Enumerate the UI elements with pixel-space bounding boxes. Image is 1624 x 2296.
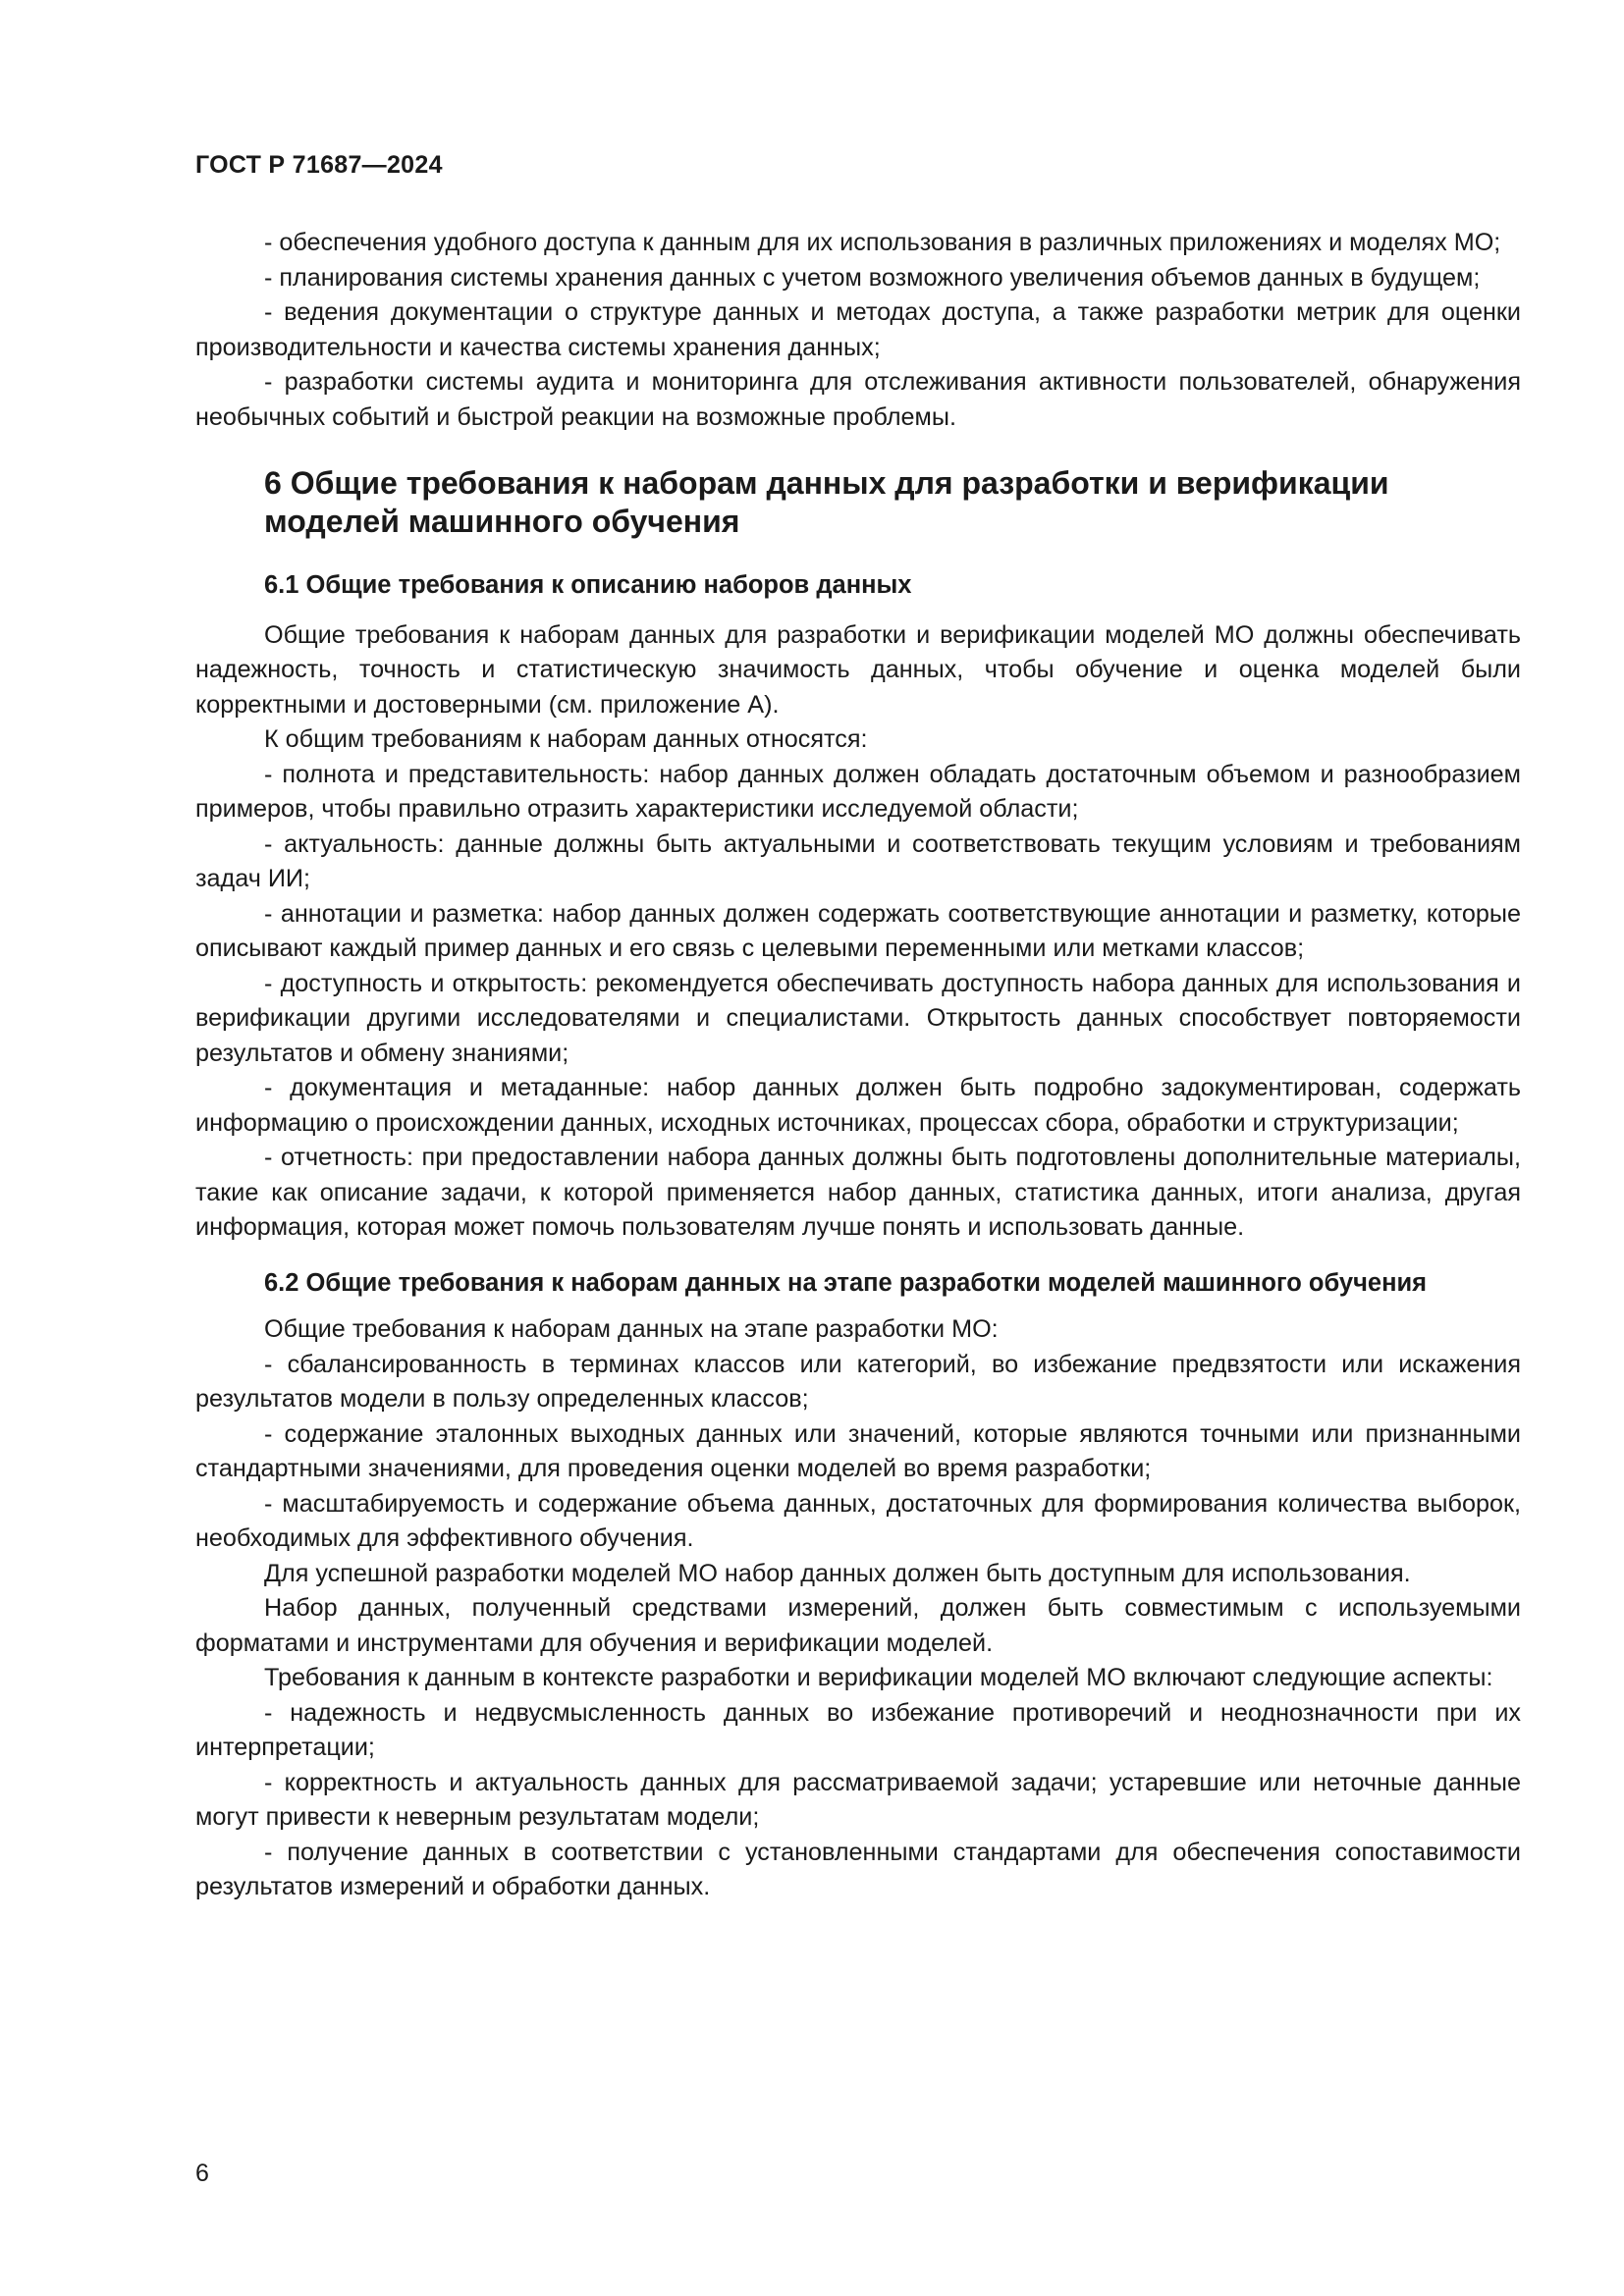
list-item: - получение данных в соответствии с установленными стандартами для обеспечения сопоставимости результатов измерений и обработки данных.: [195, 1838, 1521, 1900]
list-item: - корректность и актуальность данных для рассматриваемой задачи; устаревшие или неточные данные могут привести к неверным результатам модели;: [195, 1768, 1521, 1831]
document-body: [195, 226, 1521, 1905]
list-item: - планирования системы хранения данных с учетом возможного увеличения объемов данных в будущем;: [264, 263, 1481, 292]
list-item: - аннотации и разметка: набор данных должен содержать соответствующие аннотации и разметку, которые описывают каждый пример данных и его связь с целевыми переменными или метками классов;: [195, 899, 1521, 962]
list-item: - отчетность: при предоставлении набора данных должны быть подготовлены дополнительные материалы, такие как описание задачи, к которой применяется набор данных, статистика данных, итоги анализа, другая информация, которая может помочь пользователям лучше понять и использовать данные.: [195, 1144, 1521, 1241]
list-item: - доступность и открытость: рекомендуется обеспечивать доступность набора данных для использования и верификации другими исследователями и специалистами. Открытость данных способствует повторяемости результатов и обмену знаниями;: [195, 969, 1521, 1067]
section-6-2-heading: 6.2 Общие требования к наборам данных на этапе разработки моделей машинного обучения: [264, 1268, 1428, 1297]
paragraph: Общие требования к наборам данных на этапе разработки МО:: [264, 1315, 999, 1343]
paragraph: К общим требованиям к наборам данных относятся:: [264, 725, 868, 753]
list-item: - обеспечения удобного доступа к данным для их использования в различных приложениях и моделях МО;: [264, 229, 1501, 256]
list-item: - актуальность: данные должны быть актуальными и соответствовать текущим условиям и требованиям задач ИИ;: [195, 829, 1521, 892]
list-item: - полнота и представительность: набор данных должен обладать достаточным объемом и разнообразием примеров, чтобы правильно отразить характеристики исследуемой области;: [195, 760, 1521, 823]
list-item: - сбалансированность в терминах классов или категорий, во избежание предвзятости или искажения результатов модели в пользу определенных классов;: [195, 1350, 1521, 1413]
list-item: - масштабируемость и содержание объема данных, достаточных для формирования количества выборок, необходимых для эффективного обучения.: [195, 1489, 1521, 1552]
paragraph: Набор данных, полученный средствами измерений, должен быть совместимым с используемыми форматами и инструментами для обучения и верификации моделей.: [195, 1594, 1521, 1657]
list-item: - ведения документации о структуре данных и методах доступа, а также разработки метрик для оценки производительности и качества системы хранения данных;: [195, 298, 1521, 361]
document-header: ГОСТ Р 71687—2024: [195, 151, 443, 179]
page-number: 6: [195, 2160, 209, 2187]
section-6-1-heading: 6.1 Общие требования к описанию наборов данных: [264, 571, 912, 599]
section-6-heading: 6 Общие требования к наборам данных для разработки и верификации моделей машинного обучения: [264, 465, 1389, 539]
paragraph: Общие требования к наборам данных для разработки и верификации моделей МО должны обеспечивать надежность, точность и статистическую значимость данных, чтобы обучение и оценка моделей были корректными и достоверными (см. приложение А).: [195, 620, 1521, 719]
list-item: - содержание эталонных выходных данных или значений, которые являются точными или признанными стандартными значениями, для проведения оценки моделей во время разработки;: [195, 1419, 1521, 1482]
list-item: - разработки системы аудита и мониторинга для отслеживания активности пользователей, обнаружения необычных событий и быстрой реакции на возможные проблемы.: [195, 368, 1521, 431]
paragraph: Требования к данным в контексте разработки и верификации моделей МО включают следующие аспекты:: [264, 1664, 1493, 1691]
paragraph: Для успешной разработки моделей МО набор данных должен быть доступным для использования.: [264, 1559, 1411, 1587]
list-item: - документация и метаданные: набор данных должен быть подробно задокументирован, содержать информацию о происхождении данных, исходных источниках, процессах сбора, обработки и структуризации;: [195, 1074, 1521, 1137]
list-item: - надежность и недвусмысленность данных во избежание противоречий и неоднозначности при их интерпретации;: [195, 1698, 1521, 1761]
